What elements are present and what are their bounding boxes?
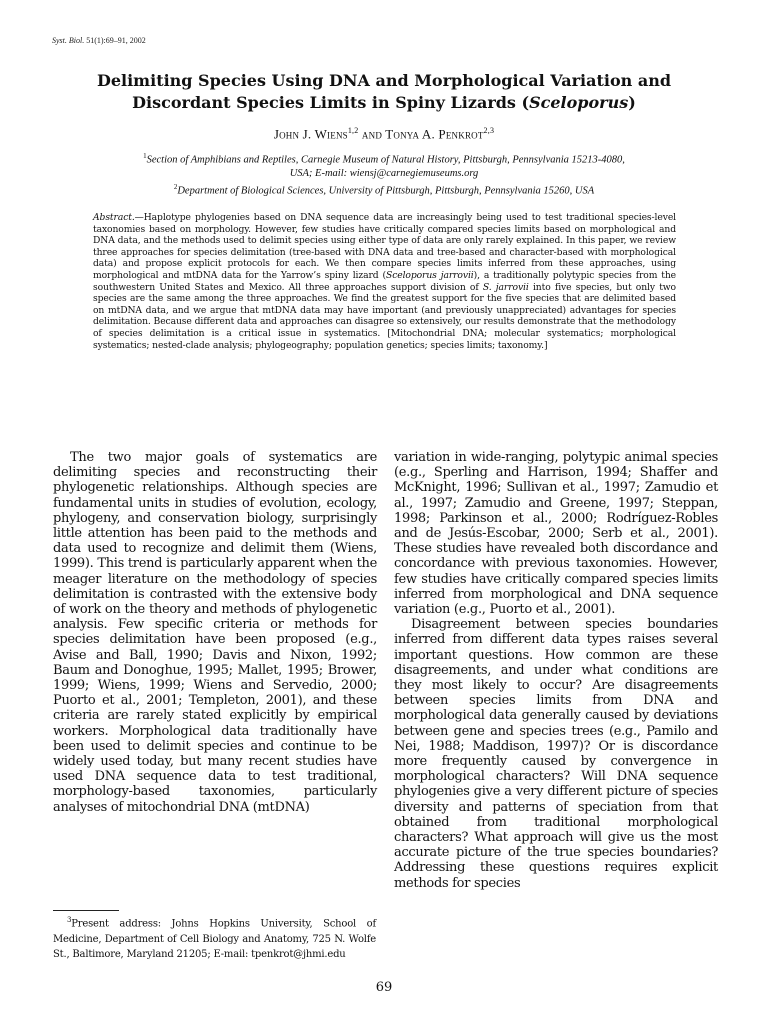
right-column [394,450,718,891]
article-title [60,70,708,114]
affiliation-2-mark: 2 [173,182,178,191]
footnote [53,913,376,963]
author-penkrot-affil: 2,3 [483,126,495,135]
affiliation-2-line1: Department of Biological Sciences, University of Pittsburgh, Pittsburgh, Pennsylvania 15260, USA [177,185,595,196]
abstract-species-2: S. jarrovii [482,281,529,293]
abstract-text-1: —Haplotype phylogenies based on DNA sequence data are increasingly being used to test traditional species-level taxonomies based on morphology. However, few studies have critically compared species limits based on morphological and DNA data, and the methods used to delimit species using either type of data are only rarely explained. In this paper, we review three approaches for species delimitation (tree-based with DNA data and tree-based and character-based with morphological data) and propose explicit protocols for each. We then compare species limits inferred from these approaches, using morphological and mtDNA data for the Yarrow’s spiny lizard ( [93,212,676,281]
footnote-text: Present address: Johns Hopkins University, School of Medicine, Department of Cell Biology and Anatomy, 725 N. Wolfe St., Baltimore, Maryland 21205; E-mail: tpenkrot@jhmi.edu [53,918,376,961]
abstract-species-1: Sceloporus jarrovii [386,269,474,281]
citation: 51(1):69–91, 2002 [86,36,146,45]
affiliation-2 [60,181,708,198]
page-number: 69 [375,980,393,995]
running-head [52,36,146,45]
abstract-text-2: ), a traditionally polytypic species from the southwestern United States and Mexico. All three approaches support division of [93,269,676,293]
affiliation-1-mark: 1 [143,152,147,160]
author-wiens: John J. Wiens [273,126,348,142]
title-close: ) [628,93,636,112]
affiliation-1 [60,150,708,167]
affiliation-1-line1: Section of Amphibians and Reptiles, Carnegie Museum of Natural History, Pittsburgh, Pennsylvania 15213-4080, [146,154,625,166]
author-penkrot: Tonya A. Penkrot [385,126,484,142]
body-paragraph-1: The two major goals of systematics are delimiting species and reconstructing their phylogenetic relationships. Although species are fundamental units in studies of evolution, ecology, phylogeny, and conservation biology, surprisingly little attention has been paid to the methods and data used to recognize and delimit them (Wiens, 1999). This trend is particularly apparent when the meager literature on the methodology of species delimitation is contrasted with the extensive body of work on the theory and methods of phylogenetic analysis. Few specific criteria or methods for species delimitation have been proposed (e.g., Avise and Ball, 1990; Davis and Nixon, 1992; Baum and Donoghue, 1995; Mallet, 1995; Brower, 1999; Wiens, 1999; Wiens and Servedio, 2000; Puorto et al., 2001; Templeton, 2001), and these criteria are rarely stated explicitly by empirical workers. Morphological data traditionally have been used to delimit species and continue to be widely used today, but many recent studies have used DNA sequence data to test traditional, morphology-based taxonomies, particularly analyses of mitochondrial DNA (mtDNA) [53,450,377,815]
abstract-label: Abstract. [93,212,135,223]
left-column [53,450,377,815]
journal-name: Syst. Biol. [52,36,85,45]
author-conjunction: and [361,126,383,142]
abstract [93,212,676,351]
body-paragraph-2: Disagreement between species boundaries inferred from different data types raises several important questions. How common are these disagreements, and under what conditions are they most likely to occur? Are disagreements between species limits from DNA and morphological data generally caused by deviations between gene and species trees (e.g., Pamilo and Nei, 1988; Maddison, 1997)? Or is discordance more frequently caused by convergence in morphological characters? Will DNA sequence phylogenies give a very different picture of species diversity and patterns of speciation from that obtained from traditional morphological characters? What approach will give us the most accurate picture of the true species boundaries? Addressing these questions requires explicit methods for species [394,617,718,891]
title-main: Delimiting Species Using DNA and Morphological Variation and Discordant Species Limits in Spiny Lizards ( [96,71,672,112]
author-wiens-affil: 1,2 [347,126,359,135]
author-list [60,126,708,142]
affiliations [60,150,708,198]
affiliation-1-email: USA; E-mail: wiensj@carnegiemuseums.org [289,168,479,179]
abstract-text-3: into five species, but only two species are the same among the three approaches. We find the greatest support for the five species that are delimited based on mtDNA data, and we argue that mtDNA data may have important (and previously unappreciated) advantages for species delimitation. Because different data and approaches can disagree so extensively, our results demonstrate that the methodology of species delimitation is a critical issue in systematics. [Mitochondrial DNA; molecular systematics; morphological systematics; nested-clade analysis; phylogeography; population genetics; species limits; taxonomy.] [93,281,676,351]
title-genus: Sceloporus [529,93,629,112]
body-paragraph-continued: variation in wide-ranging, polytypic animal species (e.g., Sperling and Harrison, 1994; Shaffer and McKnight, 1996; Sullivan et al., 1997; Zamudio et al., 1997; Zamudio and Greene, 1997; Steppan, 1998; Parkinson et al., 2000; Rodríguez-Robles and de Jesús-Escobar, 2000; Serb et al., 2001). These studies have revealed both discordance and concordance with previous taxonomies. However, few studies have critically compared species limits inferred from morphological and DNA sequence variation (e.g., Puorto et al., 2001). [394,450,718,618]
footnote-rule [53,910,119,911]
footnote-mark: 3 [67,916,72,924]
